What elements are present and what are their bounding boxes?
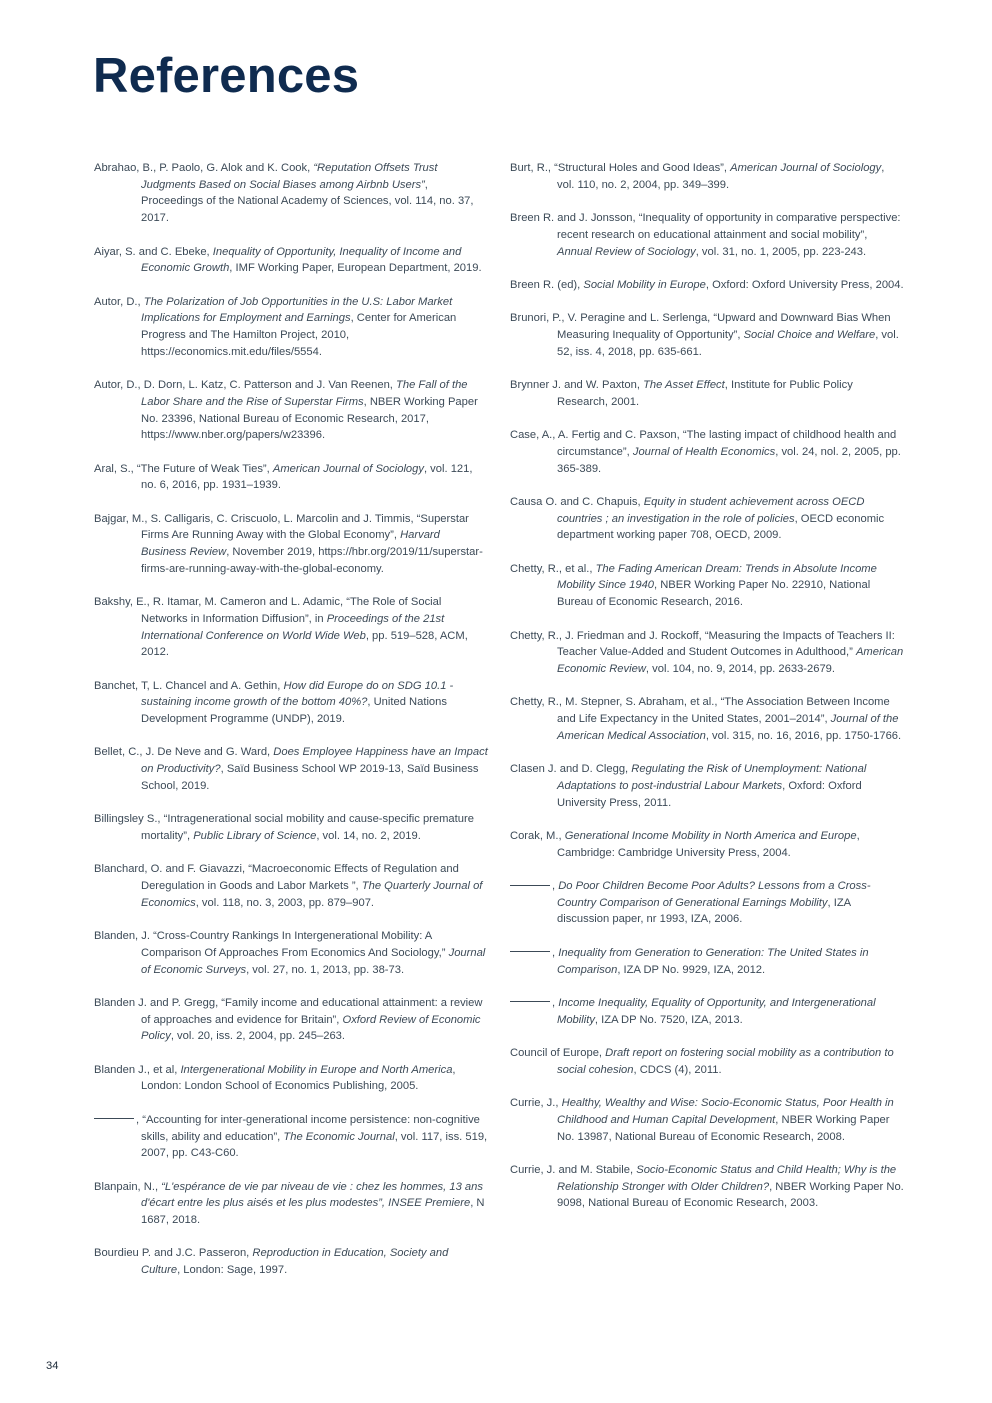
reference-title: Regulating the Risk of Unemployment: National Adaptations to post-industrial Labour Markets bbox=[557, 763, 867, 792]
reference-entry bbox=[510, 628, 904, 678]
reference-author: Blanchard, O. and F. Giavazzi, “Macroeconomic Effects of Regulation and Deregulation in Goods and Labor Markets ”, bbox=[94, 863, 459, 893]
reference-entry bbox=[94, 1112, 488, 1162]
reference-entry bbox=[94, 244, 488, 277]
reference-details: , IZA discussion paper, nr 1993, IZA, 2006. bbox=[557, 896, 851, 926]
reference-details: , vol. 24, nol. 2, 2005, pp. 365-389. bbox=[557, 445, 901, 475]
reference-title: Equity in student achievement across OECD countries ; an investigation in the role of policies bbox=[557, 495, 865, 525]
reference-title: Annual Review of Sociology bbox=[557, 245, 696, 258]
ditto-dash bbox=[94, 1118, 134, 1119]
reference-details: , N 1687, 2018. bbox=[141, 1197, 485, 1227]
reference-details: , vol. 121, no. 6, 2016, pp. 1931–1939. bbox=[141, 462, 473, 492]
references-column-left bbox=[94, 160, 488, 1296]
ditto-dash bbox=[510, 1001, 550, 1002]
reference-entry bbox=[510, 310, 904, 360]
reference-entry bbox=[510, 828, 904, 861]
reference-author: , bbox=[552, 880, 559, 893]
reference-details: , London: London School of Economics Publishing, 2005. bbox=[141, 1063, 456, 1093]
reference-author: Clasen J. and D. Clegg, bbox=[510, 763, 632, 776]
reference-details: , United Nations Development Programme (UNDP), 2019. bbox=[141, 696, 447, 726]
references-column-right bbox=[510, 160, 904, 1229]
reference-author: Blanden, J. “Cross-Country Rankings In Intergenerational Mobility: A Comparison Of Approaches From Economics And Sociology,” bbox=[94, 930, 449, 959]
reference-title: The Fading American Dream: Trends in Absolute Income Mobility Since 1940 bbox=[557, 562, 877, 592]
reference-author: Brynner J. and W. Paxton, bbox=[510, 379, 644, 392]
page-number: 34 bbox=[46, 1360, 59, 1372]
reference-author: Chetty, R., et al., bbox=[510, 562, 596, 575]
reference-entry bbox=[94, 678, 488, 728]
reference-entry bbox=[94, 294, 488, 361]
reference-entry bbox=[94, 511, 488, 578]
reference-title: Social Choice and Welfare bbox=[743, 328, 876, 341]
reference-details: , NBER Working Paper No. 9098, National Bureau of Economic Research, 2003. bbox=[557, 1180, 904, 1210]
reference-title: “Reputation Offsets Trust Judgments Based on Social Biases among Airbnb Users” bbox=[141, 162, 438, 191]
reference-entry bbox=[510, 427, 904, 477]
reference-title: Proceedings of the 21st International Conference on World Wide Web bbox=[141, 612, 445, 642]
reference-entry bbox=[510, 761, 904, 811]
reference-author: Aiyar, S. and C. Ebeke, bbox=[94, 245, 213, 258]
reference-details: , vol. 110, no. 2, 2004, pp. 349–399. bbox=[557, 162, 885, 191]
page-title: References bbox=[93, 49, 360, 103]
reference-author: Currie, J., bbox=[510, 1097, 562, 1110]
reference-details: , London: Sage, 1997. bbox=[177, 1264, 288, 1277]
reference-details: , Oxford: Oxford University Press, 2004. bbox=[705, 278, 904, 291]
reference-title: The Fall of the Labor Share and the Rise of Superstar Firms bbox=[141, 379, 468, 408]
reference-entry bbox=[510, 694, 904, 744]
reference-details: , OECD economic department working paper 708, OECD, 2009. bbox=[557, 512, 885, 542]
reference-entry bbox=[510, 377, 904, 410]
reference-title: Income Inequality, Equality of Opportunity, and Intergenerational Mobility bbox=[557, 996, 876, 1026]
reference-title: Harvard Business Review bbox=[141, 529, 440, 559]
reference-title: Socio-Economic Status and Child Health; Why is the Relationship Stronger with Older Children? bbox=[557, 1163, 897, 1193]
reference-entry bbox=[94, 861, 488, 911]
reference-details: , November 2019, https://hbr.org/2019/11/superstar-firms-are-running-away-with-the-global-economy. bbox=[141, 546, 483, 575]
reference-title: The Quarterly Journal of Economics bbox=[141, 880, 483, 909]
reference-entry bbox=[510, 1095, 904, 1145]
reference-details: , Institute for Public Policy Research, 2001. bbox=[557, 379, 853, 408]
reference-details: , NBER Working Paper No. 22910, National Bureau of Economic Research, 2016. bbox=[557, 579, 871, 609]
reference-title: Draft report on fostering social mobility as a contribution to social cohesion bbox=[557, 1047, 894, 1076]
reference-title: Generational Income Mobility in North America and Europe bbox=[564, 829, 857, 842]
reference-author: Aral, S., “The Future of Weak Ties”, bbox=[94, 462, 273, 475]
reference-details: , vol. 52, iss. 4, 2018, pp. 635-661. bbox=[557, 328, 899, 358]
reference-details: , Proceedings of the National Academy of Sciences, vol. 114, no. 37, 2017. bbox=[141, 178, 474, 225]
reference-author: Blanden J., et al, bbox=[94, 1063, 181, 1076]
reference-author: Autor, D., bbox=[94, 295, 144, 308]
reference-author: Case, A., A. Fertig and C. Paxson, “The lasting impact of childhood health and circumstance”, bbox=[510, 429, 897, 458]
reference-details: , vol. 14, no. 2, 2019. bbox=[316, 829, 421, 842]
reference-details: , NBER Working Paper No. 13987, National Bureau of Economic Research, 2008. bbox=[557, 1113, 890, 1143]
reference-author: Billingsley S., “Intragenerational social mobility and cause-specific premature mortality”, bbox=[94, 813, 474, 842]
reference-entry bbox=[510, 160, 904, 193]
reference-details: , vol. 315, no. 16, 2016, pp. 1750-1766. bbox=[705, 729, 902, 742]
reference-entry bbox=[94, 160, 488, 227]
reference-title: The Asset Effect bbox=[643, 379, 725, 392]
reference-author: , “Accounting for inter-generational income persistence: non-cognitive skills, ability and education”, bbox=[136, 1113, 480, 1143]
reference-details: , Center for American Progress and The Hamilton Project, 2010, https://economics.mit.edu/files/5554. bbox=[141, 312, 457, 358]
reference-details: , CDCS (4), 2011. bbox=[633, 1063, 722, 1076]
reference-author: Currie, J. and M. Stabile, bbox=[510, 1163, 637, 1176]
reference-title: Reproduction in Education, Society and Culture bbox=[141, 1247, 449, 1277]
ditto-dash bbox=[510, 951, 550, 952]
reference-author: Blanpain, N., bbox=[94, 1180, 162, 1193]
reference-author: Bakshy, E., R. Itamar, M. Cameron and L. Adamic, “The Role of Social Networks in Information Diffusion”, in bbox=[94, 596, 442, 625]
reference-entry bbox=[510, 561, 904, 611]
reference-entry bbox=[510, 210, 904, 260]
reference-author: Banchet, T, L. Chancel and A. Gethin, bbox=[94, 679, 284, 692]
reference-title: Social Mobility in Europe bbox=[583, 278, 706, 291]
reference-author: Corak, M., bbox=[510, 829, 565, 842]
reference-author: Bellet, C., J. De Neve and G. Ward, bbox=[94, 746, 274, 759]
reference-author: Abrahao, B., P. Paolo, G. Alok and K. Cook, bbox=[94, 162, 314, 174]
reference-title: The Economic Journal bbox=[283, 1130, 395, 1143]
reference-author: Breen R. (ed), bbox=[510, 278, 584, 291]
reference-details: , vol. 27, no. 1, 2013, pp. 38-73. bbox=[246, 963, 405, 976]
reference-entry bbox=[94, 594, 488, 661]
reference-details: , vol. 31, no. 1, 2005, pp. 223-243. bbox=[695, 245, 867, 258]
reference-title: Intergenerational Mobility in Europe and North America bbox=[180, 1063, 453, 1076]
reference-entry bbox=[510, 1162, 904, 1212]
reference-author: Blanden J. and P. Gregg, “Family income and educational attainment: a review of approaches and evidence for Britain”, bbox=[94, 996, 483, 1026]
reference-title: American Journal of Sociology bbox=[730, 162, 882, 174]
reference-details: , Oxford: Oxford University Press, 2011. bbox=[557, 779, 862, 809]
reference-title: How did Europe do on SDG 10.1 - sustaining income growth of the bottom 40%? bbox=[141, 679, 454, 709]
reference-title: Inequality of Opportunity, Inequality of Income and Economic Growth bbox=[141, 245, 462, 275]
reference-title: Does Employee Happiness have an Impact on Productivity? bbox=[141, 746, 488, 776]
reference-author: Chetty, R., J. Friedman and J. Rockoff, “Measuring the Impacts of Teachers II: Teacher Value-Added and Student Outcomes in Adulthood,” bbox=[510, 629, 895, 659]
reference-details: , NBER Working Paper No. 23396, National Bureau of Economic Research, 2017, https://www.nber.org/papers/w23396. bbox=[141, 395, 478, 442]
reference-author: Brunori, P., V. Peragine and L. Serlenga, “Upward and Downward Bias When Measuring Inequality of Opportunity”, bbox=[510, 312, 891, 341]
reference-author: Chetty, R., M. Stepner, S. Abraham, et al., “The Association Between Income and Life Expectancy in the United States, 2001–2014”, bbox=[510, 696, 890, 726]
reference-entry bbox=[510, 878, 904, 928]
reference-entry bbox=[510, 995, 904, 1028]
reference-title: The Polarization of Job Opportunities in the U.S: Labor Market Implications for Employment and Earnings bbox=[141, 295, 453, 325]
reference-title: Journal of the American Medical Association bbox=[557, 713, 899, 742]
reference-author: Autor, D., D. Dorn, L. Katz, C. Patterson and J. Van Reenen, bbox=[94, 379, 397, 392]
reference-title: Journal of Economic Surveys bbox=[141, 946, 486, 976]
reference-title: “L'espérance de vie par niveau de vie : chez les hommes, 13 ans d'écart entre les plus aisés et les plus modestes”, INSEE Premiere bbox=[141, 1180, 483, 1210]
reference-author: Breen R. and J. Jonsson, “Inequality of opportunity in comparative perspective: recent research on educational attainment and social mobility”, bbox=[510, 212, 901, 241]
reference-details: , IZA DP No. 7520, IZA, 2013. bbox=[594, 1013, 743, 1026]
reference-entry bbox=[510, 494, 904, 544]
reference-author: Causa O. and C. Chapuis, bbox=[510, 495, 644, 508]
ditto-dash bbox=[510, 885, 550, 886]
reference-author: Burt, R., “Structural Holes and Good Ideas”, bbox=[510, 162, 731, 174]
reference-author: Bajgar, M., S. Calligaris, C. Criscuolo, L. Marcolin and J. Timmis, “Superstar Firms Are Running Away with the Global Economy”, bbox=[94, 512, 469, 542]
reference-entry bbox=[510, 1045, 904, 1078]
reference-entry bbox=[94, 928, 488, 978]
reference-title: Do Poor Children Become Poor Adults? Lessons from a Cross-Country Comparison of Generational Earnings Mobility bbox=[557, 880, 871, 909]
reference-details: , pp. 519–528, ACM, 2012. bbox=[141, 629, 468, 659]
reference-entry bbox=[94, 744, 488, 794]
reference-title: Inequality from Generation to Generation: The United States in Comparison bbox=[557, 946, 869, 976]
reference-author: Bourdieu P. and J.C. Passeron, bbox=[94, 1247, 253, 1260]
reference-entry bbox=[94, 1062, 488, 1095]
reference-entry bbox=[94, 811, 488, 844]
reference-entry bbox=[94, 995, 488, 1045]
reference-entry bbox=[94, 377, 488, 444]
reference-details: , vol. 118, no. 3, 2003, pp. 879–907. bbox=[195, 896, 375, 909]
reference-entry bbox=[94, 461, 488, 494]
reference-details: , IMF Working Paper, European Department, 2019. bbox=[229, 262, 482, 275]
reference-title: Oxford Review of Economic Policy bbox=[141, 1013, 481, 1043]
reference-author: , bbox=[552, 996, 559, 1009]
reference-title: American Journal of Sociology bbox=[272, 462, 424, 475]
reference-title: Healthy, Wealthy and Wise: Socio-Economic Status, Poor Health in Childhood and Human Capital Development bbox=[557, 1097, 894, 1126]
reference-details: , vol. 20, iss. 2, 2004, pp. 245–263. bbox=[170, 1030, 345, 1043]
reference-entry bbox=[510, 945, 904, 978]
reference-entry bbox=[510, 277, 904, 294]
reference-entry bbox=[94, 1179, 488, 1229]
reference-entry bbox=[94, 1245, 488, 1278]
reference-author: , bbox=[552, 946, 559, 959]
reference-details: , Saïd Business School WP 2019-13, Saïd Business School, 2019. bbox=[141, 763, 479, 792]
reference-title: Public Library of Science bbox=[193, 829, 317, 842]
reference-title: Journal of Health Economics bbox=[632, 445, 776, 458]
reference-details: , vol. 117, iss. 519, 2007, pp. C43-C60. bbox=[141, 1130, 488, 1160]
reference-details: , IZA DP No. 9929, IZA, 2012. bbox=[617, 963, 766, 976]
reference-author: Council of Europe, bbox=[510, 1047, 606, 1060]
reference-details: , vol. 104, no. 9, 2014, pp. 2633-2679. bbox=[645, 662, 836, 675]
reference-details: , Cambridge: Cambridge University Press, 2004. bbox=[557, 829, 860, 859]
reference-title: American Economic Review bbox=[557, 646, 904, 675]
